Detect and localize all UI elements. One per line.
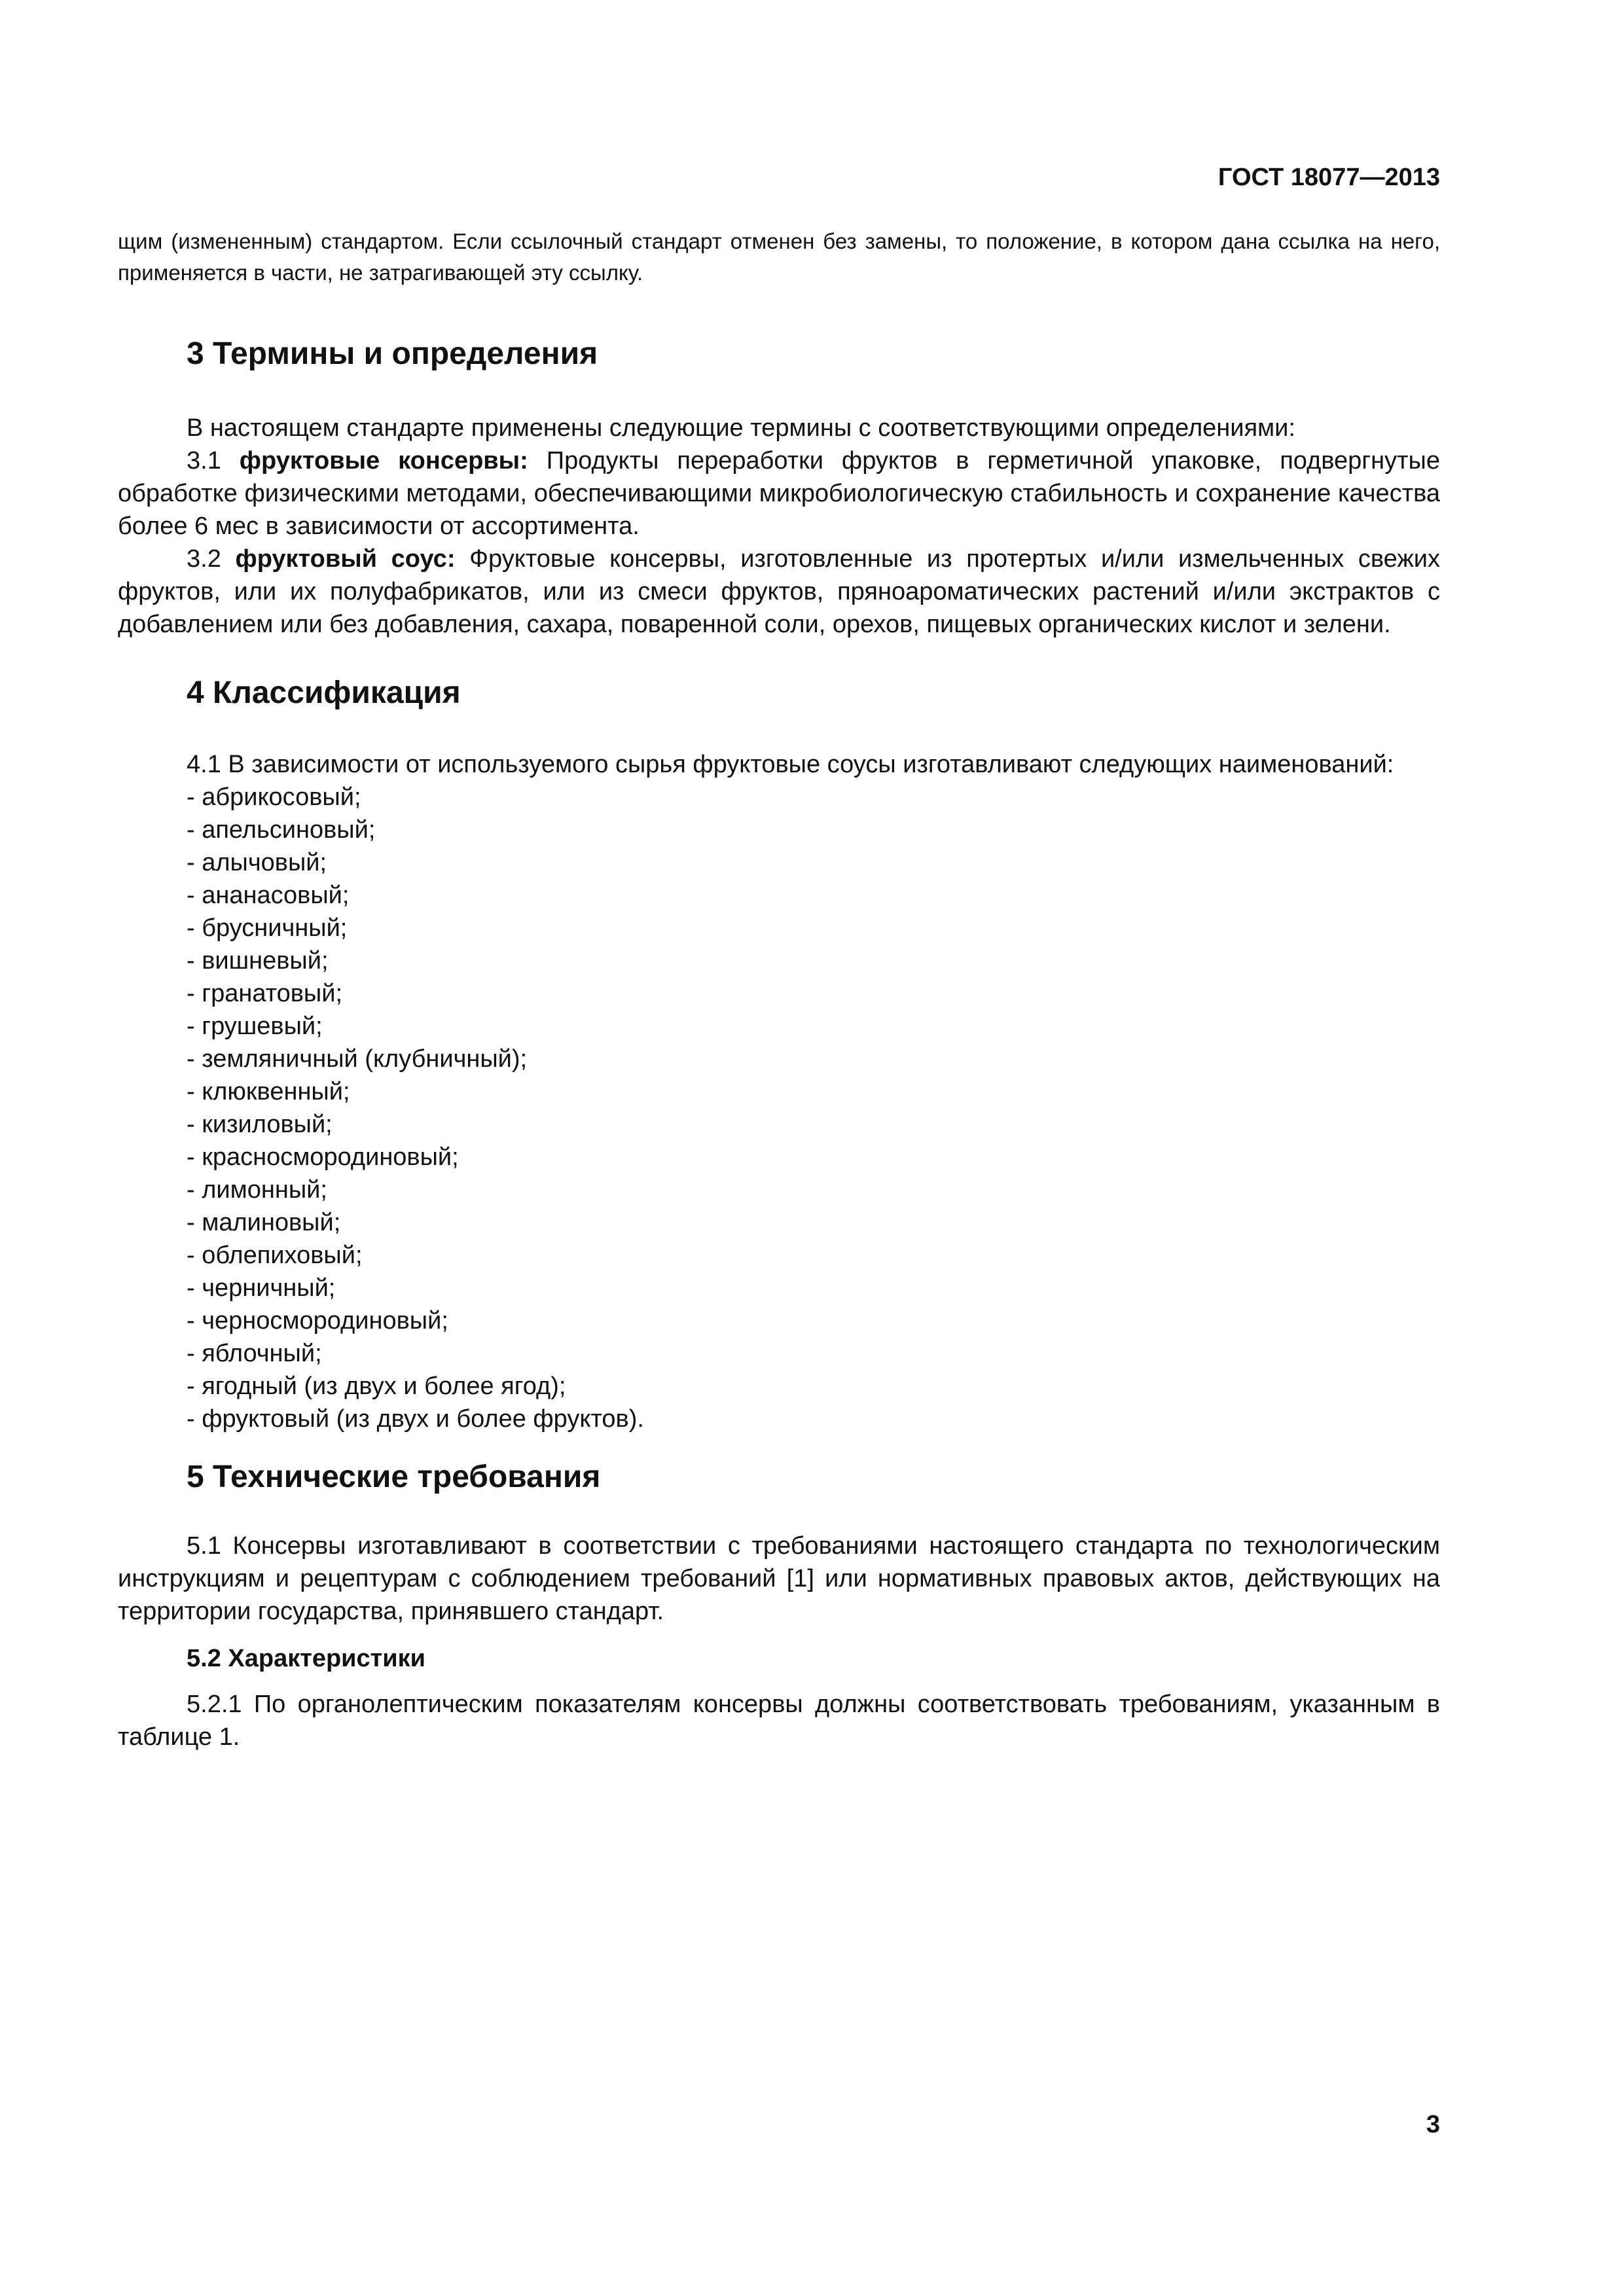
- list-item: - гранатовый;: [187, 980, 343, 1007]
- term-3-1-num: 3.1: [187, 447, 221, 475]
- section-3-intro: В настоящем стандарте применены следующие термины с соответствующими определениями:: [187, 414, 1295, 442]
- list-item: - фруктовый (из двух и более фруктов).: [187, 1405, 644, 1433]
- list-item: - алычовый;: [187, 849, 327, 876]
- list-item: - яблочный;: [187, 1340, 322, 1367]
- document-body: [118, 226, 1440, 1753]
- list-item: - ананасовый;: [187, 882, 350, 909]
- document-code: ГОСТ 18077—2013: [1218, 164, 1440, 191]
- list-item: - вишневый;: [187, 947, 329, 975]
- continuation-note: щим (измененным) стандартом. Если ссылочный стандарт отменен без замены, то положение, в котором дана ссылка на него, применяется в части, не затрагивающей эту ссылку.: [118, 229, 1440, 285]
- list-item: - ягодный (из двух и более ягод);: [187, 1372, 566, 1400]
- term-3-2-num: 3.2: [187, 545, 221, 573]
- term-3-2: [118, 543, 1440, 641]
- list-item: - кизиловый;: [187, 1111, 333, 1138]
- section-5-2-title: 5.2 Характеристики: [187, 1645, 426, 1672]
- term-3-1: [118, 444, 1440, 543]
- list-item: - грушевый;: [187, 1013, 323, 1040]
- classification-list: [118, 781, 1440, 1435]
- list-item: - черносмородиновый;: [187, 1307, 448, 1335]
- list-item: - апельсиновый;: [187, 816, 376, 844]
- list-item: - брусничный;: [187, 914, 348, 942]
- list-item: - черничный;: [187, 1274, 336, 1302]
- term-3-2-definition: Фруктовые консервы, изготовленные из протертых и/или измельченных свежих фруктов, или их полуфабрикатов, или из смеси фруктов, пряноароматических растений и/или экстрактов с добавлением или без добавления, сахара, поваренной соли, орехов, пищевых органических кислот и зелени.: [118, 545, 1440, 638]
- list-item: - малиновый;: [187, 1209, 341, 1236]
- section-3-title: 3 Термины и определения: [187, 336, 598, 371]
- list-item: - лимонный;: [187, 1176, 327, 1204]
- section-4-title: 4 Классификация: [187, 675, 461, 710]
- section-5-title: 5 Технические требования: [187, 1460, 601, 1494]
- list-item: - земляничный (клубничный);: [187, 1045, 528, 1073]
- section-5-1-para: 5.1 Консервы изготавливают в соответствии с требованиями настоящего стандарта по технологическим инструкциям и рецептурам с соблюдением требований [1] или нормативных правовых актов, действующих на территории государства, принявшего стандарт.: [118, 1532, 1440, 1625]
- list-item: - облепиховый;: [187, 1242, 363, 1269]
- section-4-para: 4.1 В зависимости от используемого сырья фруктовые соусы изготавливают следующих наименований:: [187, 751, 1394, 778]
- term-3-2-term: фруктовый соус:: [235, 545, 456, 573]
- list-item: - клюквенный;: [187, 1078, 350, 1105]
- term-3-1-definition: Продукты переработки фруктов в герметичной упаковке, подвергнутые обработке физическими методами, обеспечивающими микробиологическую стабильность и сохранение качества более 6 мес в зависимости от ассортимента.: [118, 447, 1440, 540]
- section-5-2-1-para: 5.2.1 По органолептическим показателям консервы должны соответствовать требованиям, указанным в таблице 1.: [118, 1691, 1440, 1751]
- list-item: - красносмородиновый;: [187, 1143, 459, 1171]
- term-3-1-term: фруктовые консервы:: [239, 447, 528, 475]
- list-item: - абрикосовый;: [187, 783, 361, 811]
- page-number: 3: [1426, 2111, 1440, 2138]
